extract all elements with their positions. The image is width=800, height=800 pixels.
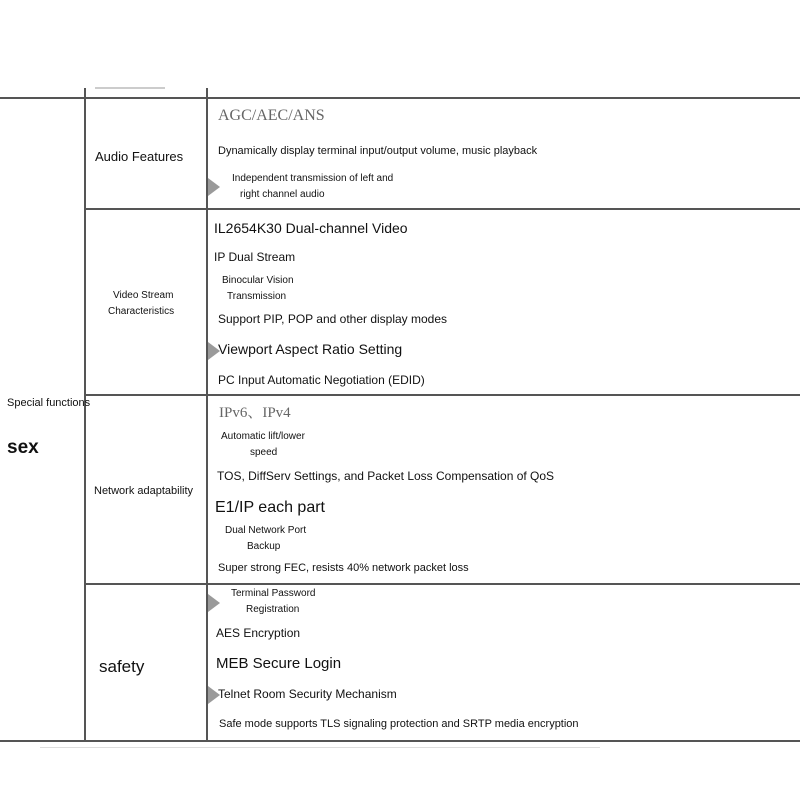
network-item-5a: Dual Network Port [225,525,307,536]
video-item-3a: Binocular Vision [222,275,294,286]
video-item-5: Viewport Aspect Ratio Setting [218,341,403,357]
caret-icon [208,594,220,612]
network-item-2a: Automatic lift/lower [221,431,305,442]
residual-mark-bottom [40,747,600,748]
section-name-safety: safety [99,657,145,676]
safety-item-5: Safe mode supports TLS signaling protection and SRTP media encryption [219,718,579,730]
residual-mark-top [95,87,165,89]
safety-item-1b: Registration [246,604,300,615]
caret-icon [208,178,220,196]
network-safety-divider [85,583,800,585]
safety-item-2: AES Encryption [216,626,301,640]
network-item-6: Super strong FEC, resists 40% network packet loss [218,562,469,574]
video-network-divider [85,394,800,396]
section-name-network: Network adaptability [94,485,194,497]
category-label-suffix: sex [7,437,39,458]
safety-item-3: MEB Secure Login [216,655,342,672]
network-item-1: IPv6、IPv4 [219,405,291,421]
table-bottom-border [0,740,800,742]
network-item-5b: Backup [247,541,281,552]
audio-item-3b: right channel audio [240,189,325,200]
video-item-6: PC Input Automatic Negotiation (EDID) [218,373,425,387]
network-item-2b: speed [250,447,278,458]
audio-item-3a: Independent transmission of left and [232,173,394,184]
video-item-2: IP Dual Stream [214,250,296,264]
video-item-1: IL2654K30 Dual-channel Video [214,220,408,236]
audio-item-2: Dynamically display terminal input/output volume, music playback [218,145,538,157]
safety-item-1a: Terminal Password [231,588,316,599]
network-item-4: E1/IP each part [215,499,325,516]
table-top-border [0,97,800,99]
category-column-divider [84,88,86,742]
audio-video-divider [85,208,800,210]
video-item-4: Support PIP, POP and other display modes [218,312,448,326]
section-name-video-line2: Characteristics [108,306,175,317]
safety-item-4: Telnet Room Security Mechanism [218,687,397,701]
audio-item-1: AGC/AEC/ANS [218,107,325,124]
network-item-3: TOS, DiffServ Settings, and Packet Loss Compensation of QoS [217,469,555,483]
category-label: Special functions [7,397,91,409]
section-name-audio: Audio Features [95,149,184,164]
section-name-video-line1: Video Stream [113,290,174,301]
video-item-3b: Transmission [227,291,287,302]
